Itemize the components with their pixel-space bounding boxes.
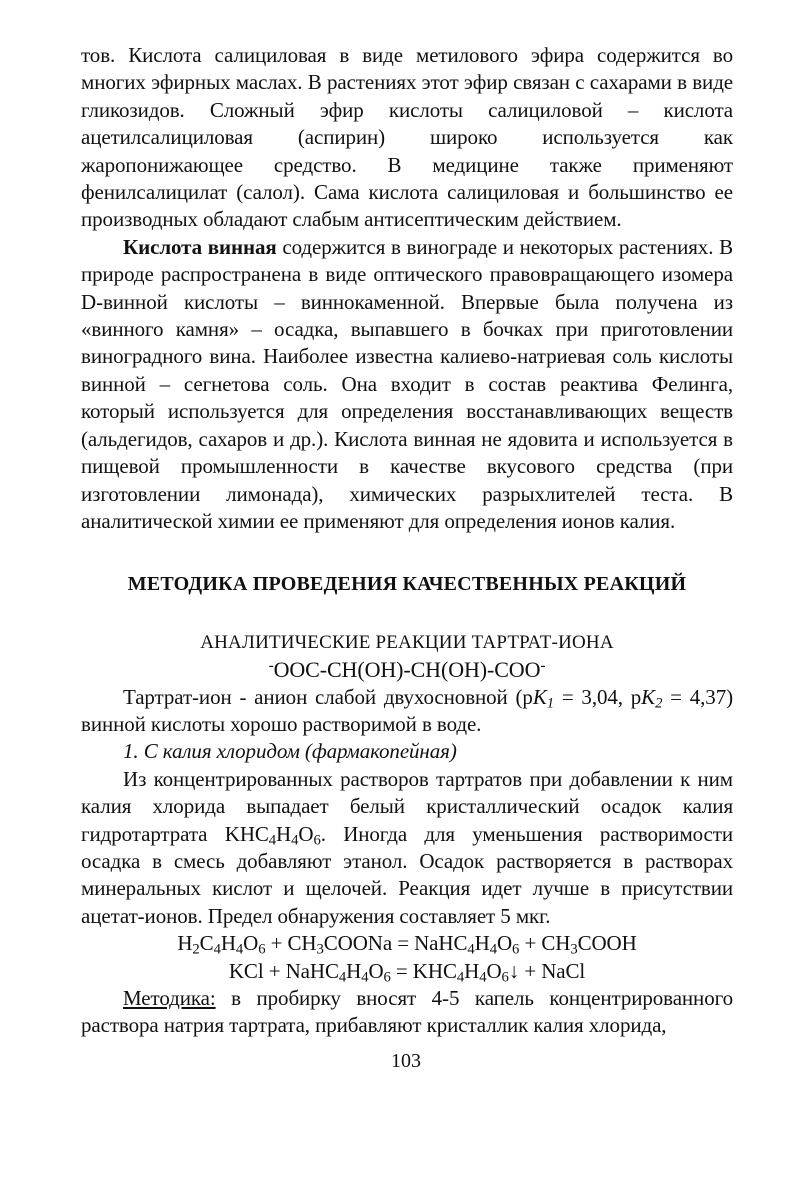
page-text bbox=[81, 42, 733, 1040]
eq-text: H bbox=[464, 958, 480, 983]
text-run: Тартрат-ион - анион слабой двухосновной (p bbox=[123, 684, 533, 709]
text-run: O bbox=[298, 821, 314, 846]
subtitle: АНАЛИТИЧЕСКИЕ РЕАКЦИИ ТАРТРАТ-ИОНА bbox=[200, 631, 614, 653]
eq-text: H bbox=[220, 931, 236, 956]
spacer bbox=[81, 535, 733, 571]
eq-sub: 4 bbox=[489, 941, 497, 958]
eq-sub: 4 bbox=[361, 969, 369, 986]
subscript: 6 bbox=[313, 832, 321, 849]
eq-text: H bbox=[177, 931, 193, 956]
eq-text: C bbox=[199, 931, 214, 956]
paragraph-tartrate-ion bbox=[81, 684, 733, 739]
eq-text: + CH bbox=[265, 931, 317, 956]
eq-sub: 4 bbox=[456, 969, 465, 986]
text-run: Из концентрированных растворов тартратов при добавлении к ним калия хлорида выпадает белый кристаллический осадок калия гидротартрата KHC bbox=[81, 766, 733, 846]
eq-text: KCl + NaHC bbox=[228, 958, 339, 983]
eq-sub: 6 bbox=[383, 969, 391, 986]
k1-subscript: 1 bbox=[546, 695, 554, 712]
reaction-title: 1. С калия хлоридом (фармакопейная) bbox=[123, 739, 457, 764]
eq-sub: 4 bbox=[235, 941, 244, 958]
eq-text: = KHC bbox=[390, 958, 457, 983]
spacer bbox=[81, 599, 733, 629]
charge-left: - bbox=[268, 657, 274, 675]
paragraph-tartaric bbox=[81, 234, 733, 535]
text-run: = 4,37) винной кислоты хорошо растворимой в воде. bbox=[81, 684, 733, 736]
method-text: в пробирку вносят 4-5 капель концентрированного раствора натрия тартрата, прибавляют кристаллик калия хлорида, bbox=[81, 986, 733, 1038]
eq-sub: 6 bbox=[501, 969, 509, 986]
equation-2 bbox=[81, 958, 733, 985]
eq-text: O bbox=[486, 958, 502, 983]
method-label: Методика: bbox=[123, 986, 216, 1010]
eq-sub: 6 bbox=[512, 941, 520, 958]
eq-text: O bbox=[243, 931, 259, 956]
eq-sub: 4 bbox=[338, 969, 347, 986]
eq-text: H bbox=[474, 931, 490, 956]
eq-text: COOH bbox=[577, 931, 637, 956]
subscript: 4 bbox=[268, 832, 277, 849]
term-tartaric-acid: Кислота винная bbox=[123, 234, 277, 259]
charge-right: - bbox=[540, 657, 546, 675]
equation-1 bbox=[81, 930, 733, 957]
paragraph-reaction bbox=[81, 766, 733, 930]
k2-letter: K bbox=[641, 684, 656, 709]
eq-text: ↓ + NaCl bbox=[508, 958, 586, 983]
section-title: МЕТОДИКА ПРОВЕДЕНИЯ КАЧЕСТВЕННЫХ РЕАКЦИЙ bbox=[127, 573, 687, 596]
eq-sub: 2 bbox=[192, 941, 200, 958]
eq-sub: 6 bbox=[258, 941, 266, 958]
ion-formula-body: OOC-CH(OH)-CH(OH)-COO bbox=[273, 657, 541, 683]
eq-text: H bbox=[346, 958, 362, 983]
eq-sub: 4 bbox=[479, 969, 487, 986]
paragraph-tartaric-text: содержится в винограде и некоторых растениях. В природе распространена в виде оптического правовращающего изомера D-винной кислоты – виннокаменной. Впервые была получена из «винного камня» – осадка, выпавшего в бочках при приготовлении виноградного вина. Наиболее известна калиево-натриевая соль кислоты винной – сегнетова соль. Она входит в состав реактива Фелинга, который используется для определения восстанавливающих веществ (альдегидов, сахаров и др.). Кислота винная не ядовита и используется в пищевой промышленности в качестве вкусового средства (при изготовлении лимонада), химических разрыхлителей теста. В аналитической химии ее применяют для определения ионов калия. bbox=[81, 234, 733, 533]
eq-sub: 3 bbox=[570, 941, 578, 958]
ion-formula bbox=[81, 656, 733, 683]
eq-sub: 4 bbox=[467, 941, 475, 958]
subscript: 4 bbox=[291, 832, 299, 849]
paragraph-salicylic: тов. Кислота салициловая в виде метилового эфира содержится во многих эфирных маслах. В растениях этот эфир связан с сахарами в виде гликозидов. Сложный эфир кислоты салициловой – кислота ацетилсалициловая (аспирин) широко используется как жаропонижающее средство. В медицине также применяют фенилсалицилат (салол). Сама кислота салициловая и большинство ее производных обладают слабым антисептическим действием. bbox=[81, 43, 733, 232]
eq-text: COONa = NaHC bbox=[323, 931, 468, 956]
paragraph-method bbox=[81, 985, 733, 1040]
text-run: = 3,04, p bbox=[554, 684, 642, 709]
eq-sub: 4 bbox=[213, 941, 221, 958]
eq-text: O bbox=[496, 931, 513, 956]
eq-sub: 3 bbox=[316, 941, 324, 958]
k1-letter: K bbox=[532, 684, 547, 709]
eq-text: + CH bbox=[519, 931, 571, 956]
eq-text: O bbox=[368, 958, 384, 983]
k2-subscript: 2 bbox=[655, 695, 663, 712]
page-number: 103 bbox=[391, 1050, 421, 1072]
text-run: . Иногда для уменьшения растворимости осадка в смесь добавляют этанол. Осадок растворяется в растворах минеральных кислот и щелочей. Реакция идет лучше в присутствии ацетат-ионов. Предел обнаружения составляет 5 мкг. bbox=[81, 821, 733, 928]
text-run: H bbox=[276, 821, 292, 846]
